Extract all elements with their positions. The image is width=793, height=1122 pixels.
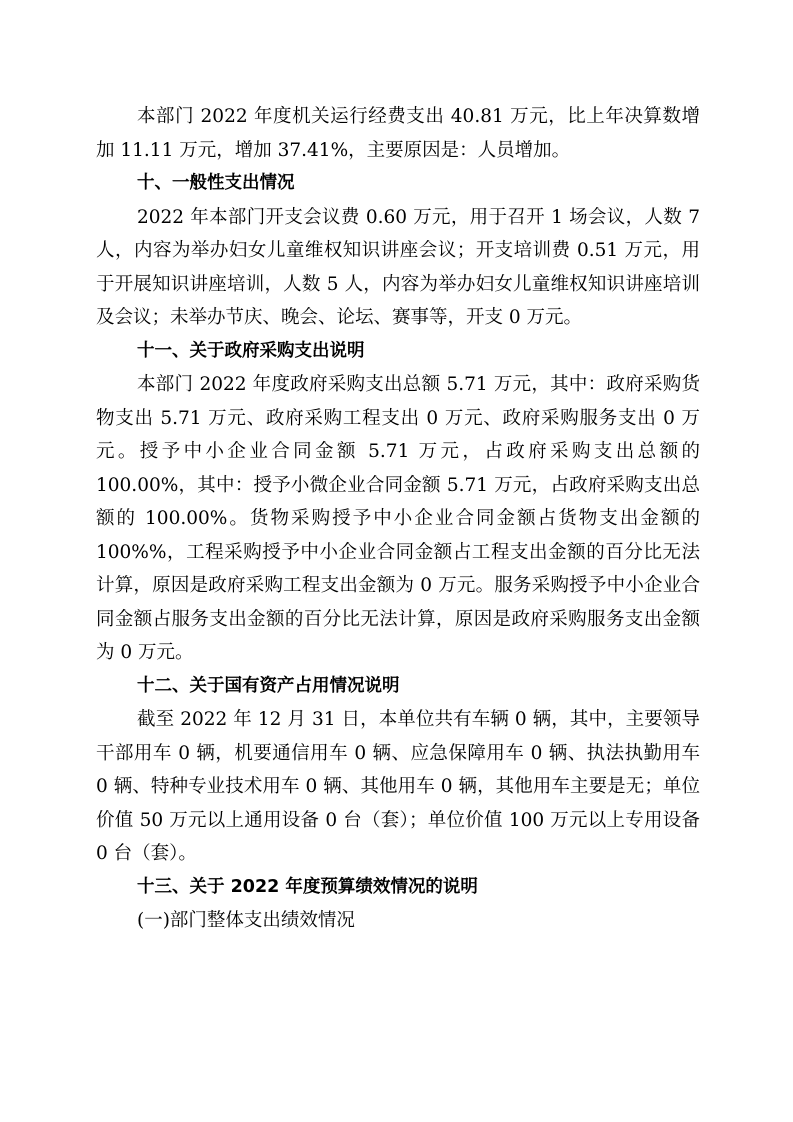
state-assets-paragraph: 截至 2022 年 12 月 31 日，本单位共有车辆 0 辆，其中，主要领导干部用车 0 辆，机要通信用车 0 辆、应急保障用车 0 辆、执法执勤用车 0 辆、特种专业技术用车 0 辆、其他用车 0 辆，其他用车主要是无；单位价值 50 万元以上通用设备 0 台（套）；单位价值 100 万元以上专用设备 0 台（套）。 [96, 709, 700, 864]
operating-expense-paragraph: 本部门 2022 年度机关运行经费支出 40.81 万元，比上年决算数增加 11.11 万元，增加 37.41%，主要原因是：人员增加。 [96, 106, 700, 161]
procurement-paragraph: 本部门 2022 年度政府采购支出总额 5.71 万元，其中：政府采购货物支出 5.71 万元、政府采购工程支出 0 万元、政府采购服务支出 0 万元。授予中小企业合同金额 5.71 万元，占政府采购支出总额的 100.00%，其中：授予小微企业合同金额 5.71 万元，占政府采购支出总额的 100.00%。货物采购授予中小企业合同金额占货物支出金额的 100%%，工程采购授予中小企业合同金额占工程支出金额的百分比无法计算，原因是政府采购工程支出金额为 0 万元。服务采购授予中小企业合同金额占服务支出金额的百分比无法计算，原因是政府采购服务支出金额为 0 万元。 [96, 374, 700, 663]
general-expense-paragraph: 2022 年本部门开支会议费 0.60 万元，用于召开 1 场会议，人数 7 人，内容为举办妇女儿童维权知识讲座会议；开支培训费 0.51 万元，用于开展知识讲座培训，人数 5 人，内容为举办妇女儿童维权知识讲座培训及会议；未举办节庆、晚会、论坛、赛事等，开支 0 万元。 [96, 206, 700, 328]
section-12-heading: 十二、关于国有资产占用情况说明 [137, 675, 400, 696]
section-13-heading: 十三、关于 2022 年度预算绩效情况的说明 [137, 876, 478, 897]
subsection-1-heading: (一)部门整体支出绩效情况 [137, 910, 355, 931]
section-11-heading: 十一、关于政府采购支出说明 [137, 340, 365, 361]
document-page [96, 100, 700, 938]
section-10-heading: 十、一般性支出情况 [137, 173, 295, 193]
